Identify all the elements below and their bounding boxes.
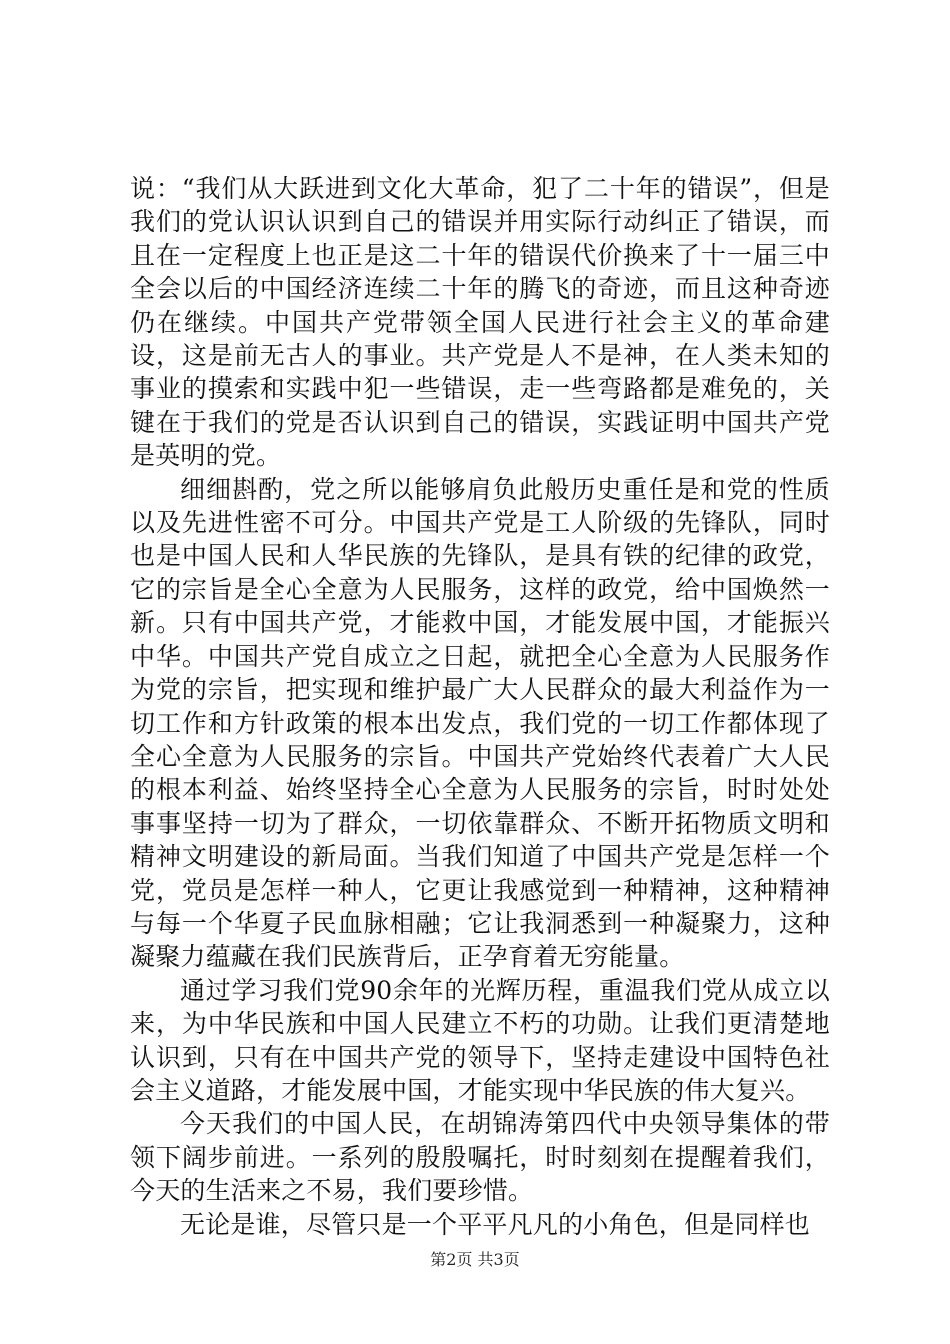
paragraph-party-nature: 细细斟酌，党之所以能够肩负此般历史重任是和党的性质以及先进性密不可分。中国共产党是工人阶级的先锋队，同时也是中国人民和人华民族的先锋队，是具有铁的纪律的政党，它的宗旨是全心全意为人民服务，这样的政党，给中国焕然一新。只有中国共产党，才能救中国，才能发展中国，才能振兴中华。中国共产党自成立之日起，就把全心全意为人民服务作为党的宗旨，把实现和维护最广大人民群众的最大利益作为一切工作和方针政策的根本出发点，我们党的一切工作都体现了全心全意为人民服务的宗旨。中国共产党始终代表着广大人民的根本利益、始终坚持全心全意为人民服务的宗旨，时时处处事事坚持一切为了群众，一切依靠群众、不断开拓物质文明和精神文明建设的新局面。当我们知道了中国共产党是怎样一个党，党员是怎样一种人，它更让我感觉到一种精神，这种精神与每一个华夏子民血脉相融；它让我洞悉到一种凝聚力，这种凝聚力蕴藏在我们民族背后，正孕育着无穷能量。 bbox=[130, 474, 830, 972]
document-body bbox=[130, 172, 830, 1241]
paragraph-anyone: 无论是谁，尽管只是一个平平凡凡的小角色，但是同样也 bbox=[180, 1209, 811, 1239]
paragraph-history-study: 通过学习我们党90余年的光辉历程，重温我们党从成立以来，为中华民族和中国人民建立不朽的功勋。让我们更清楚地认识到，只有在中国共产党的领导下，坚持走建设中国特色社会主义道路，才能发展中国，才能实现中华民族的伟大复兴。 bbox=[130, 975, 830, 1105]
paragraph-continued: 说：“我们从大跃进到文化大革命，犯了二十年的错误”，但是我们的党认识认识到自己的错误并用实际行动纠正了错误，而且在一定程度上也正是这二十年的错误代价换来了十一届三中全会以后的中国经济连续二十年的腾飞的奇迹，而且这种奇迹仍在继续。中国共产党带领全国人民进行社会主义的革命建设，这是前无古人的事业。共产党是人不是神，在人类未知的事业的摸索和实践中犯一些错误，走一些弯路都是难免的，关键在于我们的党是否认识到自己的错误，实践证明中国共产党是英明的党。 bbox=[130, 174, 830, 471]
paragraph-today: 今天我们的中国人民，在胡锦涛第四代中央领导集体的带领下阔步前进。一系列的殷殷嘱托，时时刻刻在提醒着我们，今天的生活来之不易，我们要珍惜。 bbox=[130, 1109, 830, 1206]
page-number-footer: 第2页 共3页 bbox=[430, 1250, 520, 1269]
